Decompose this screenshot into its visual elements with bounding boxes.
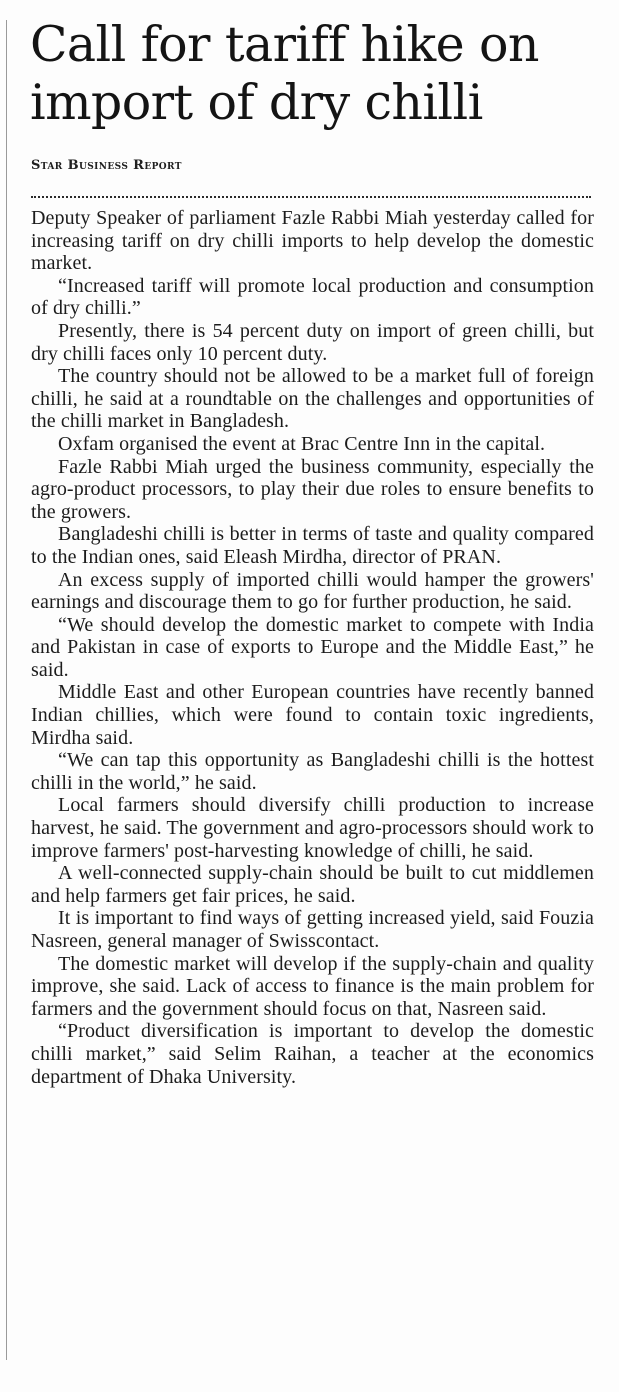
paragraph: Presently, there is 54 percent duty on import of green chilli, but dry chilli faces only 10 percent duty. <box>31 319 594 365</box>
headline <box>30 16 610 132</box>
paragraph: The country should not be allowed to be a market full of foreign chilli, he said at a roundtable on the challenges and opportunities of the chilli market in Bangladesh. <box>31 365 594 433</box>
paragraph: Bangladeshi chilli is better in terms of taste and quality compared to the Indian ones, said Eleash Mirdha, director of PRAN. <box>31 523 594 568</box>
paragraph: Middle East and other European countries have recently banned Indian chillies, which were found to contain toxic ingredients, Mirdha said. <box>31 681 594 749</box>
paragraph: An excess supply of imported chilli would hamper the growers' earnings and discourage them to go for further production, he said. <box>31 568 594 614</box>
headline-line-1: Call for tariff hike on <box>30 16 539 73</box>
paragraph: It is important to find ways of getting increased yield, said Fouzia Nasreen, general manager of Swisscontact. <box>31 907 594 952</box>
paragraph: Oxfam organised the event at Brac Centre Inn in the capital. <box>58 432 546 455</box>
paragraph: A well-connected supply-chain should be built to cut middlemen and help farmers get fair prices, he said. <box>31 862 594 907</box>
paragraph: “Increased tariff will promote local production and consumption of dry chilli.” <box>31 274 594 320</box>
article-body <box>31 207 594 1088</box>
byline: Star Business Report <box>31 158 182 173</box>
headline-line-2: import of dry chilli <box>30 74 483 131</box>
dotted-divider <box>31 196 591 198</box>
paragraph: Fazle Rabbi Miah urged the business community, especially the agro-product processors, to play their due roles to ensure benefits to the growers. <box>31 455 594 523</box>
column-rule <box>6 20 7 1360</box>
paragraph: Local farmers should diversify chilli production to increase harvest, he said. The government and agro-processors should work to improve farmers' post-harvesting knowledge of chilli, he said. <box>31 794 594 862</box>
paragraph: “We can tap this opportunity as Bangladeshi chilli is the hottest chilli in the world,” he said. <box>31 749 594 794</box>
paragraph: “Product diversification is important to develop the domestic chilli market,” said Selim Raihan, a teacher at the economics department of Dhaka University. <box>31 1020 594 1088</box>
paragraph: The domestic market will develop if the supply-chain and quality improve, she said. Lack of access to finance is the main problem for farmers and the government should focus on that, Nasreen said. <box>31 952 594 1020</box>
paragraph: Deputy Speaker of parliament Fazle Rabbi Miah yesterday called for increasing tariff on dry chilli imports to help develop the domestic market. <box>31 207 594 275</box>
paragraph: “We should develop the domestic market to compete with India and Pakistan in case of exports to Europe and the Middle East,” he said. <box>31 613 594 681</box>
